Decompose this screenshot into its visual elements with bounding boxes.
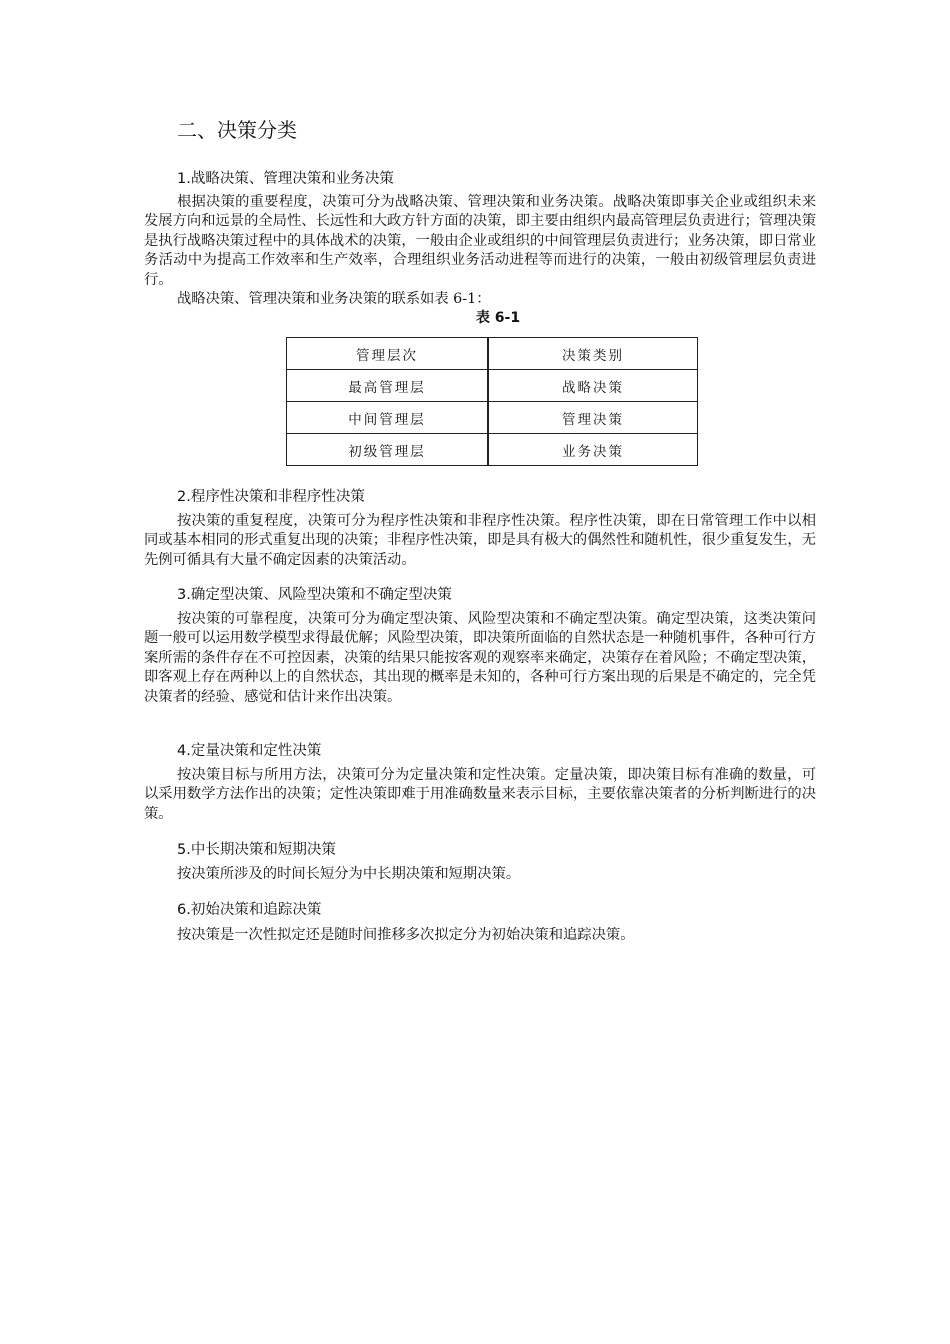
table-row: [287, 434, 698, 466]
paragraph-1-2: 战略决策、管理决策和业务决策的联系如表 6-1：: [177, 291, 491, 307]
table-header-cell: 决策类别: [488, 338, 697, 370]
subsection-heading-3: 3.确定型决策、风险型决策和不确定型决策: [177, 587, 452, 603]
table-header-row: [287, 338, 698, 370]
subsection-heading-5: 5.中长期决策和短期决策: [177, 842, 336, 858]
table-cell: 中间管理层: [287, 402, 489, 434]
table-header-cell: 管理层次: [287, 338, 489, 370]
table-row: [287, 402, 698, 434]
decision-level-table: [286, 337, 698, 466]
paragraph-2-1: 按决策的重复程度，决策可分为程序性决策和非程序性决策。程序性决策，即在日常管理工作中以相同或基本相同的形式重复出现的决策；非程序性决策，即是具有极大的偶然性和随机性，很少重复发生，无先例可循具有大量不确定因素的决策活动。: [144, 513, 816, 568]
subsection-heading-2: 2.程序性决策和非程序性决策: [177, 489, 365, 505]
section-title: 二、决策分类: [177, 118, 297, 142]
table-cell: 最高管理层: [287, 370, 489, 402]
paragraph-5-1: 按决策所涉及的时间长短分为中长期决策和短期决策。: [177, 866, 521, 882]
paragraph-6-1: 按决策是一次性拟定还是随时间推移多次拟定分为初始决策和追踪决策。: [177, 927, 635, 943]
table-cell: 战略决策: [488, 370, 697, 402]
subsection-heading-4: 4.定量决策和定性决策: [177, 743, 322, 759]
paragraph-4-1: 按决策目标与所用方法，决策可分为定量决策和定性决策。定量决策，即决策目标有准确的数量，可以采用数学方法作出的决策；定性决策即难于用准确数量来表示目标，主要依靠决策者的分析判断进行的决策。: [144, 767, 816, 822]
paragraph-1-1: 根据决策的重要程度，决策可分为战略决策、管理决策和业务决策。战略决策即事关企业或组织未来发展方向和远景的全局性、长远性和大政方针方面的决策，即主要由组织内最高管理层负责进行；管理决策是执行战略决策过程中的具体战术的决策，一般由企业或组织的中间管理层负责进行；业务决策，即日常业务活动中为提高工作效率和生产效率，合理组织业务活动进程等而进行的决策，一般由初级管理层负责进行。: [144, 194, 816, 288]
table-cell: 业务决策: [488, 434, 697, 466]
table-cell: 管理决策: [488, 402, 697, 434]
table-cell: 初级管理层: [287, 434, 489, 466]
subsection-heading-1: 1.战略决策、管理决策和业务决策: [177, 171, 394, 187]
table-caption: 表 6-1: [475, 310, 521, 326]
subsection-heading-6: 6.初始决策和追踪决策: [177, 902, 322, 918]
table-row: [287, 370, 698, 402]
paragraph-3-1: 按决策的可靠程度，决策可分为确定型决策、风险型决策和不确定型决策。确定型决策，这类决策问题一般可以运用数学模型求得最优解；风险型决策，即决策所面临的自然状态是一种随机事件，各种可行方案所需的条件存在不可控因素，决策的结果只能按客观的观察率来确定，决策存在着风险；不确定型决策，即客观上存在两种以上的自然状态，其出现的概率是未知的，各种可行方案出现的后果是不确定的，完全凭决策者的经验、感觉和估计来作出决策。: [144, 611, 816, 705]
